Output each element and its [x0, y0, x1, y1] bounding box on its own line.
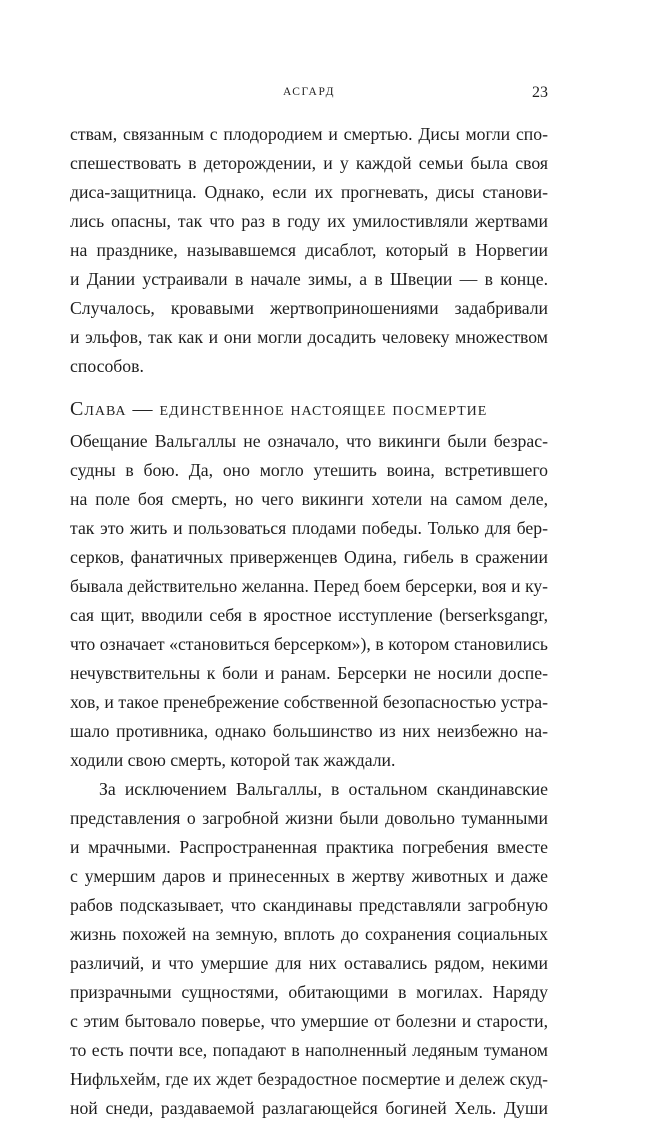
text-line: и Дании устраивали в начале зимы, а в Швеции — в конце.: [70, 269, 548, 289]
text-line: способов.: [70, 356, 144, 376]
text-line: на празднике, называвшемся дисаблот, который в Норвегии: [70, 240, 548, 260]
text-line: диса-защитница. Однако, если их прогневать, дисы станови-: [70, 182, 548, 202]
text-line: с этим бытовало поверье, что умершие от болезни и старости,: [70, 1011, 548, 1031]
text-line: лись опасны, так что раз в году их умилостивляли жертвами: [70, 211, 548, 231]
text-line: серков, фанатичных приверженцев Одина, гибель в сражении: [70, 547, 548, 567]
paragraph: [70, 120, 548, 381]
page-number: 23: [532, 84, 548, 101]
running-head: АСГАРД: [282, 86, 336, 98]
text-line: За исключением Вальгаллы, в остальном скандинавские: [99, 779, 548, 799]
paragraph: [70, 775, 548, 1123]
text-line: что означает «становиться берсерком»), в котором становились: [70, 634, 548, 654]
paragraph: [70, 427, 548, 775]
text-line: то есть почти все, попадают в наполненный ледяным туманом: [70, 1040, 548, 1060]
text-line: Нифльхейм, где их ждет безрадостное посмертие и дележ скуд-: [70, 1069, 548, 1089]
text-line: и эльфов, так как и они могли досадить человеку множеством: [70, 327, 548, 347]
text-line: ходили свою смерть, которой так жаждали.: [70, 750, 396, 770]
text-line: призрачными сущностями, обитающими в могилах. Наряду: [70, 982, 548, 1002]
text-line: и мрачными. Распространенная практика погребения вместе: [70, 837, 548, 857]
text-line: шало противника, однако большинство из них неизбежно на-: [70, 721, 548, 741]
text-line: различий, и что умершие для них оставались рядом, некими: [70, 953, 548, 973]
page-body: [70, 120, 548, 1123]
text-line: хов, и такое пренебрежение собственной безопасностью устра-: [70, 692, 548, 712]
text-line: рабов подсказывает, что скандинавы представляли загробную: [70, 895, 548, 915]
text-line: на поле боя смерть, но чего викинги хотели на самом деле,: [70, 489, 548, 509]
text-line: с умершим даров и принесенных в жертву животных и даже: [70, 866, 548, 886]
text-line: спешествовать в деторождении, и у каждой семьи была своя: [70, 153, 548, 173]
text-line: сая щит, вводили себя в яростное исступление (berserksgangr,: [70, 605, 548, 625]
page-header: [70, 86, 548, 106]
section-heading: Слава — единственное настоящее посмертие: [70, 398, 488, 420]
text-line: жизнь похожей на земную, вплоть до сохранения социальных: [70, 924, 548, 944]
text-line: Случалось, кровавыми жертвоприношениями задабривали: [70, 298, 548, 318]
text-line: Обещание Вальгаллы не означало, что викинги были безрас-: [70, 431, 548, 451]
text-line: ствам, связанным с плодородием и смертью. Дисы могли спо-: [70, 124, 548, 144]
text-line: так это жить и пользоваться плодами победы. Только для бер-: [70, 518, 548, 538]
text-line: представления о загробной жизни были довольно туманными: [70, 808, 548, 828]
text-line: бывала действительно желанна. Перед боем берсерки, воя и ку-: [70, 576, 548, 596]
text-line: судны в бою. Да, оно могло утешить воина, встретившего: [70, 460, 548, 480]
text-line: ной снеди, раздаваемой разлагающейся богиней Хель. Души: [70, 1098, 548, 1118]
text-line: нечувствительны к боли и ранам. Берсерки не носили доспе-: [70, 663, 548, 683]
